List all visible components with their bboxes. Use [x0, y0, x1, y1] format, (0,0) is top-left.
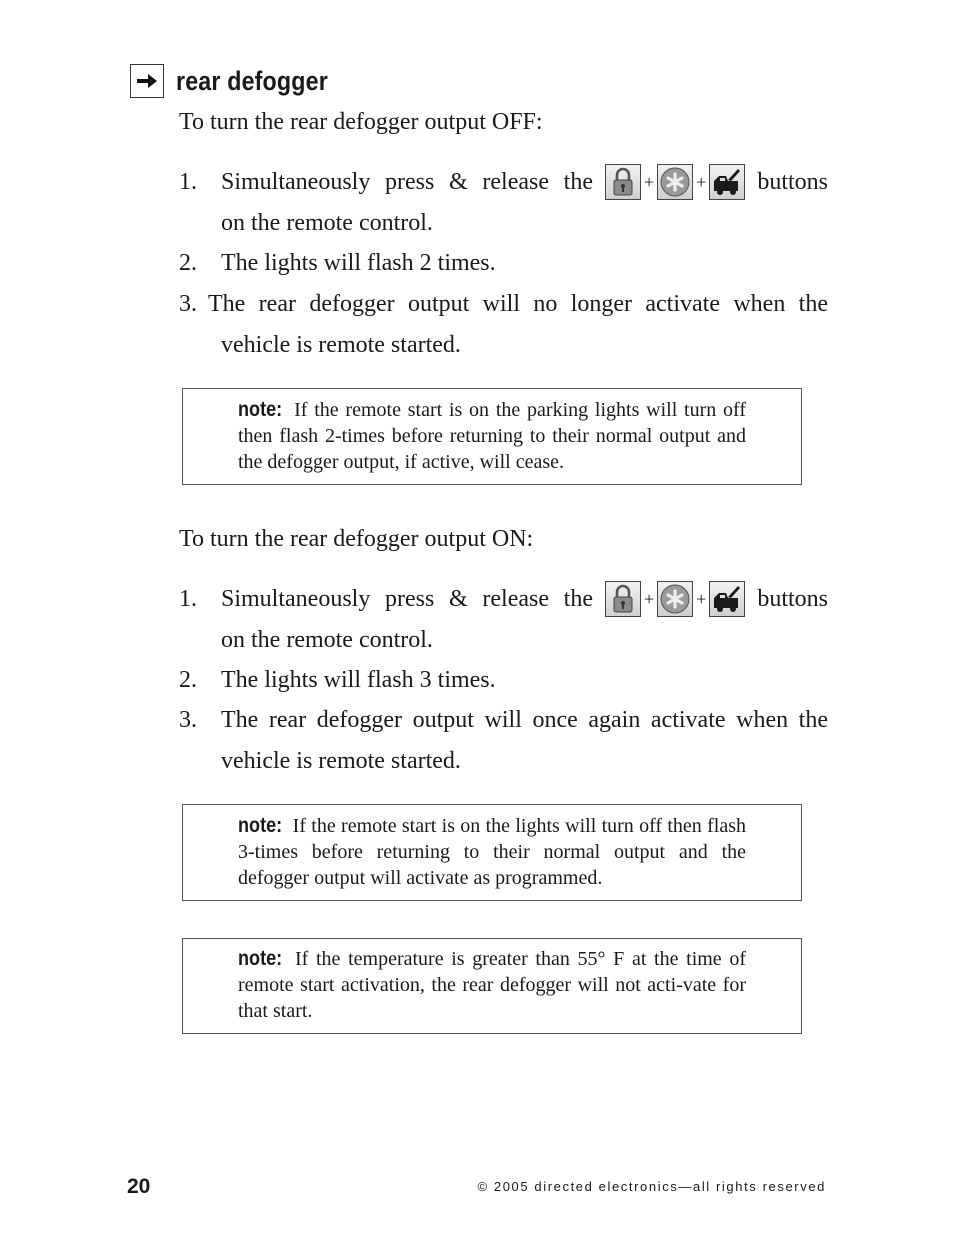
aux-star-icon — [657, 581, 693, 617]
step-continuation: vehicle is remote started. — [221, 331, 461, 358]
step-number: 3. — [179, 707, 197, 733]
plus-sign: + — [696, 172, 707, 192]
note-text: If the remote start is on the lights will turn off then flash 3-times before returning to their normal output and the defogger output will activate as programmed. — [238, 815, 747, 889]
note-body — [238, 397, 746, 475]
step-text: The lights will flash 2 times. — [221, 250, 496, 276]
page-number: 20 — [127, 1175, 151, 1198]
plus-sign: + — [696, 589, 707, 609]
section-header — [130, 62, 353, 100]
note-label: note: — [238, 814, 283, 837]
step-number: 2. — [179, 667, 197, 693]
trunk-car-icon — [709, 581, 745, 617]
plus-sign: + — [644, 589, 655, 609]
aux-star-icon — [657, 164, 693, 200]
step-number: 1. — [179, 169, 197, 195]
note-label: note: — [238, 947, 283, 970]
note-body — [238, 813, 746, 891]
step-text-end: buttons — [757, 169, 828, 195]
step-text: Simultaneously press & release the — [221, 169, 593, 195]
plus-sign: + — [644, 172, 655, 192]
note-text: If the temperature is greater than 55° F at the time of remote start activation, the rear defogger will not acti-vate for that start. — [238, 948, 747, 1022]
off-intro: To turn the rear defogger output OFF: — [179, 109, 543, 135]
button-combo — [605, 579, 745, 620]
note-body — [238, 946, 746, 1024]
note-label: note: — [238, 398, 283, 421]
note-box-off — [182, 388, 802, 485]
on-step-1 — [179, 579, 828, 660]
right-arrow-icon — [130, 64, 164, 98]
on-step-3 — [179, 700, 828, 781]
step-number: 1. — [179, 586, 197, 612]
lock-icon — [605, 164, 641, 200]
step-continuation: on the remote control. — [221, 626, 433, 653]
step-continuation: vehicle is remote started. — [221, 747, 461, 774]
note-box-temperature — [182, 938, 802, 1034]
lock-icon — [605, 581, 641, 617]
step-text-end: buttons — [757, 586, 828, 612]
note-box-on — [182, 804, 802, 901]
copyright-notice: © 2005 directed electronics—all rights reserved — [477, 1179, 826, 1194]
step-text: The rear defogger output will no longer activate when the — [208, 291, 828, 317]
step-continuation: on the remote control. — [221, 209, 433, 236]
on-step-2 — [179, 660, 828, 701]
off-step-3 — [179, 284, 828, 365]
on-intro: To turn the rear defogger output ON: — [179, 526, 534, 552]
page-title: rear defogger — [176, 65, 328, 96]
button-combo — [605, 162, 745, 203]
trunk-car-icon — [709, 164, 745, 200]
step-text: The lights will flash 3 times. — [221, 667, 496, 693]
step-number: 3. — [179, 291, 197, 317]
step-text: Simultaneously press & release the — [221, 586, 593, 612]
step-text: The rear defogger output will once again activate when the — [221, 707, 828, 733]
off-step-1 — [179, 162, 828, 243]
off-step-2 — [179, 243, 828, 284]
step-number: 2. — [179, 250, 197, 276]
note-text: If the remote start is on the parking lights will turn off then flash 2-times before returning to their normal output and the defogger output, if active, will cease. — [238, 399, 746, 473]
